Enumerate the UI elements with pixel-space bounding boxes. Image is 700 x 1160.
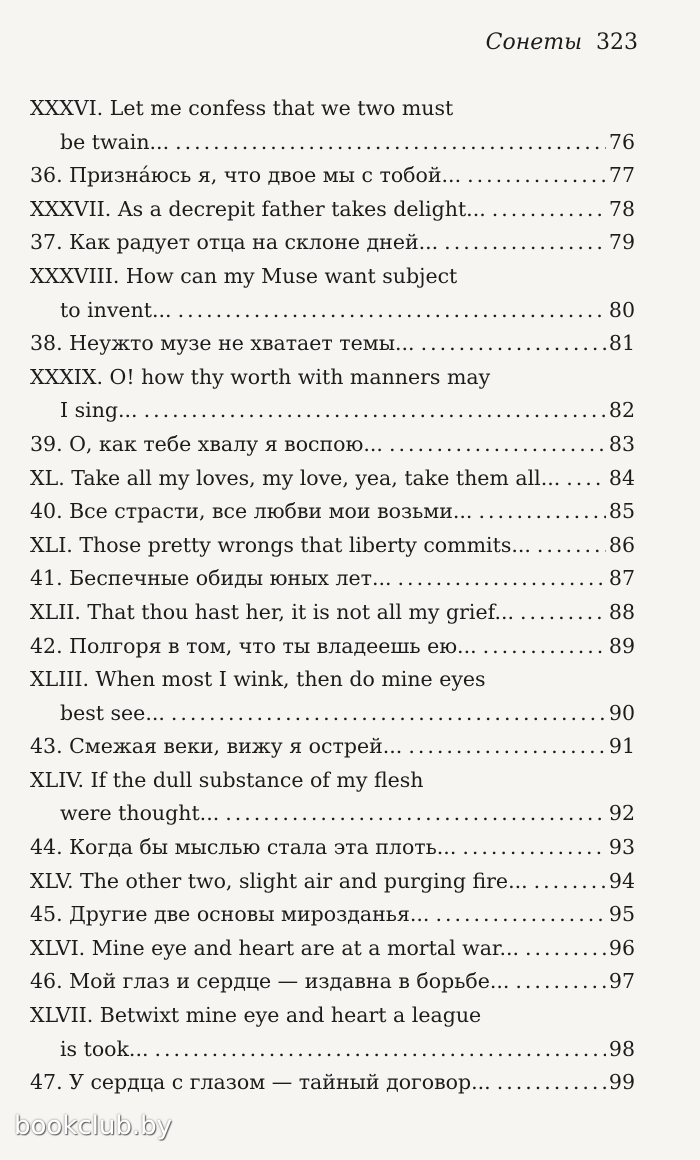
toc-entry-title: 40. Все страсти, все любви мои возьми... [30,499,473,524]
toc-entry-line [30,226,635,260]
toc-page-number: 95 [608,902,635,927]
dot-leader [492,193,606,227]
toc-page-number: 96 [608,935,635,960]
toc-page-number: 78 [608,196,635,221]
toc-entry [30,462,635,496]
dot-leader [389,428,606,462]
dot-leader [566,462,606,496]
toc-entry [30,764,635,831]
dot-leader [225,797,606,831]
toc-entry-title: XLIII. When most I wink, then do mine eyes [30,667,486,692]
dot-leader [462,831,606,865]
toc-page-number: 89 [608,633,635,658]
toc-entry-line [30,1066,635,1100]
toc-entry [30,260,635,327]
running-header [486,30,638,55]
dot-leader [178,294,606,328]
toc-entry-title: 43. Смежая веки, вижу я острей... [30,734,403,759]
dot-leader [478,495,605,529]
toc-entry [30,193,635,227]
toc-entry-line [30,630,635,664]
toc-page-number: 87 [608,566,635,591]
dot-leader [534,865,606,899]
toc-page-number: 91 [608,734,635,759]
toc-entry-title: 46. Мой глаз и сердце — издавна в борьбе... [30,969,510,994]
toc-page-number: 94 [608,868,635,893]
toc-entry-line [30,596,635,630]
toc-entry [30,1066,635,1100]
toc-page-number: 88 [608,599,635,624]
dot-leader [155,1033,606,1067]
dot-leader [421,327,606,361]
toc-entry-line-continued [30,697,635,731]
toc-entry-line [30,865,635,899]
toc-entry [30,495,635,529]
toc-page-number: 77 [608,163,635,188]
toc-entry-line [30,965,635,999]
toc-entry [30,428,635,462]
toc-entry-line-continued [30,126,635,160]
toc-entry-line [30,462,635,496]
toc-entry-line [30,327,635,361]
toc-entry [30,92,635,159]
toc-entry-title: 41. Беспечные обиды юных лет... [30,566,392,591]
toc-page-number: 82 [608,398,635,423]
toc-entry-title: is took... [60,1036,149,1061]
dot-leader [525,932,606,966]
toc-entry-title: XLIV. If the dull substance of my flesh [30,767,424,792]
toc-entry [30,361,635,428]
watermark: bookclub.by [14,1111,173,1141]
section-title: Сонеты [485,30,582,55]
toc-entry-line-continued [30,394,635,428]
toc-page-number: 98 [608,1036,635,1061]
dot-leader [515,965,606,999]
dot-leader [497,1066,606,1100]
toc-entry-title: XLI. Those pretty wrongs that liberty commits... [30,532,531,557]
toc-entry-title: XXXVIII. How can my Muse want subject [30,263,458,288]
dot-leader [520,596,606,630]
toc-entry-line-continued [30,294,635,328]
dot-leader [483,630,606,664]
toc-entry-title: I sing... [60,398,138,423]
toc-entry-line [30,764,635,798]
toc-entry [30,630,635,664]
toc-page-number: 83 [608,431,635,456]
dot-leader [171,697,606,731]
toc-entry-title: XL. Take all my loves, my love, yea, take them all... [30,465,561,490]
toc-entry-title: XXXVI. Let me confess that we two must [30,96,454,120]
toc-entry-title: 37. Как радует отца на склоне дней... [30,230,439,255]
dot-leader [467,159,606,193]
dot-leader [444,226,606,260]
toc-entry-title: 42. Полгоря в том, что ты владеешь ею... [30,633,477,658]
toc-entry [30,596,635,630]
toc-entry-title: XLVII. Betwixt mine eye and heart a league [30,1003,482,1028]
toc-entry-title: XXXIX. O! how thy worth with manners may [30,364,491,389]
dot-leader [144,394,606,428]
toc-entry [30,932,635,966]
toc-entry-line [30,932,635,966]
toc-entry [30,226,635,260]
toc-entry [30,562,635,596]
toc-page-number: 92 [608,801,635,826]
toc-entry-line [30,193,635,227]
toc-entry-line [30,92,635,126]
toc-entry-title: 38. Неужто музе не хватает темы... [30,331,415,356]
table-of-contents [30,92,635,1100]
toc-entry [30,965,635,999]
dot-leader [537,529,606,563]
dot-leader [175,126,606,160]
toc-entry-title: were thought... [60,801,220,826]
page-number: 323 [596,30,638,55]
toc-entry-title: 45. Другие две основы мирозданья... [30,902,430,927]
toc-entry [30,898,635,932]
toc-entry [30,529,635,563]
toc-entry-line-continued [30,797,635,831]
toc-entry-title: 36. Признáюсь я, что двое мы с тобой... [30,163,462,188]
toc-entry-title: XLV. The other two, slight air and purging fire... [30,868,528,893]
toc-page-number: 90 [608,700,635,725]
toc-page-number: 80 [608,297,635,322]
toc-entry-line [30,663,635,697]
toc-entry [30,831,635,865]
toc-entry-title: 47. У сердца с глазом — тайный договор... [30,1070,491,1095]
toc-page-number: 84 [608,465,635,490]
toc-entry-title: XLII. That thou hast her, it is not all my grief... [30,599,515,624]
toc-entry [30,159,635,193]
toc-entry-line [30,898,635,932]
toc-entry-title: be twain... [60,129,170,154]
toc-entry-line [30,562,635,596]
toc-entry-line [30,529,635,563]
toc-page-number: 99 [608,1070,635,1095]
dot-leader [398,562,606,596]
toc-entry-title: best see... [60,700,165,725]
toc-entry-title: XXXVII. As a decrepit father takes delight... [30,196,486,221]
toc-entry-line-continued [30,1033,635,1067]
toc-page-number: 93 [608,835,635,860]
toc-entry [30,327,635,361]
toc-entry [30,999,635,1066]
toc-entry [30,663,635,730]
toc-page-number: 86 [608,532,635,557]
toc-entry-title: 39. О, как тебе хвалу я воспою... [30,431,383,456]
toc-entry-line [30,428,635,462]
toc-entry-line [30,495,635,529]
toc-entry-line [30,831,635,865]
toc-page-number: 76 [608,129,635,154]
toc-entry-title: 44. Когда бы мыслью стала эта плоть... [30,835,457,860]
toc-entry-line [30,260,635,294]
toc-entry [30,865,635,899]
dot-leader [408,730,606,764]
toc-entry-title: XLVI. Mine eye and heart are at a mortal war... [30,935,520,960]
toc-entry [30,730,635,764]
toc-entry-line [30,730,635,764]
toc-page-number: 81 [608,331,635,356]
dot-leader [435,898,605,932]
toc-entry-line [30,999,635,1033]
toc-entry-line [30,159,635,193]
toc-page-number: 85 [608,499,635,524]
toc-entry-line [30,361,635,395]
toc-entry-title: to invent... [60,297,172,322]
toc-page-number: 79 [608,230,635,255]
toc-page-number: 97 [608,969,635,994]
